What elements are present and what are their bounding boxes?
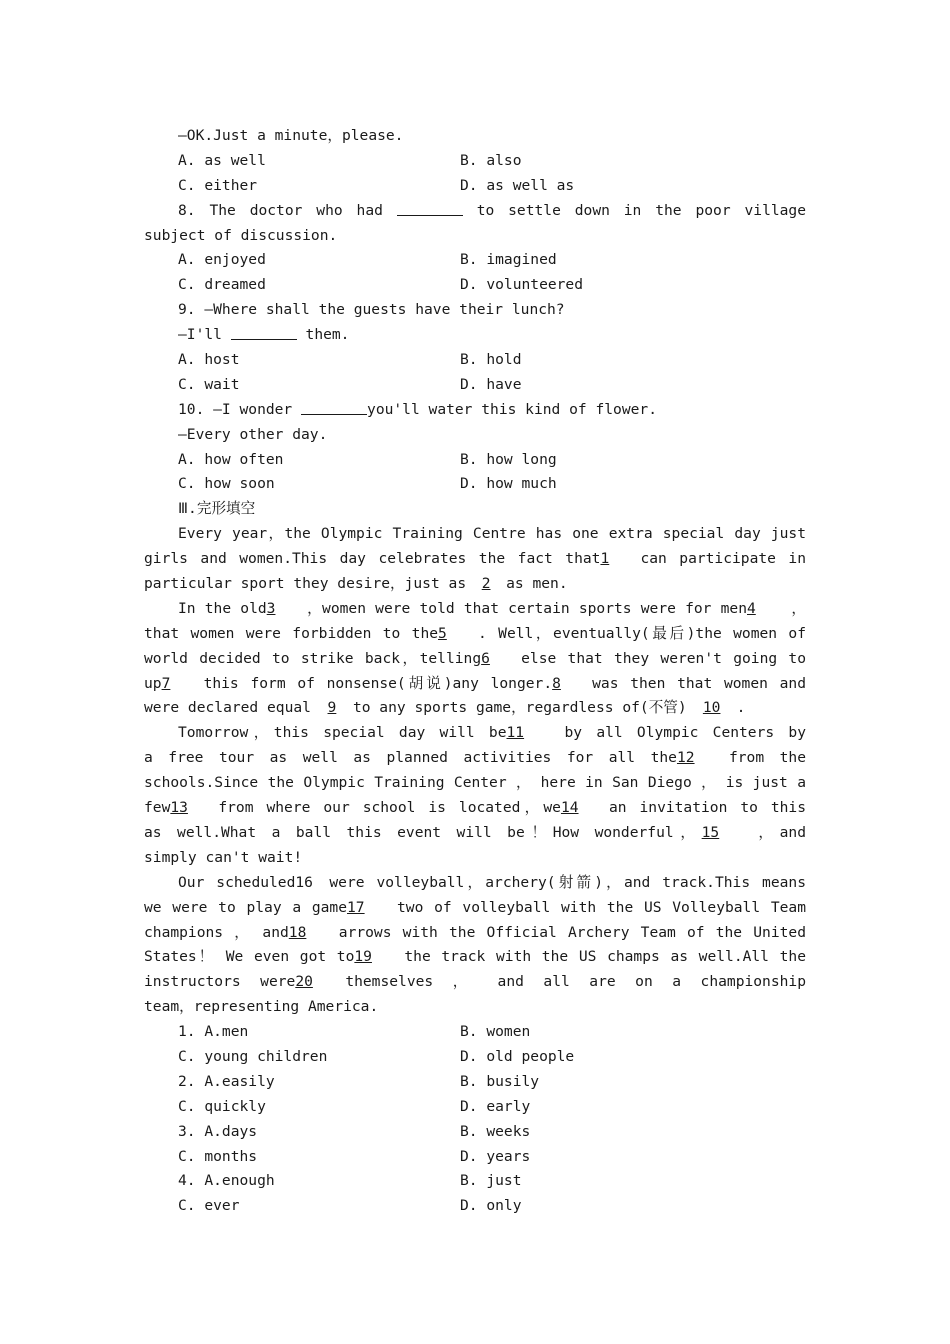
p3-line2: a free tour as well as planned activities for all the12 from the <box>144 746 806 771</box>
p4-line5: instructors were20 themselves ， and all are on a championship <box>144 970 806 995</box>
p4-line6: team，representing America. <box>144 998 379 1016</box>
a3-option-c: C. months <box>178 1147 258 1165</box>
q9-option-a: A. host <box>178 351 240 369</box>
a4-option-a: 4. A.enough <box>178 1172 275 1190</box>
q7-option-a: A. as well <box>178 151 266 169</box>
p4-line3: champions ， and18 arrows with the Official Archery Team of the United <box>144 921 806 946</box>
q9-option-d: D. have <box>460 375 522 393</box>
q8-option-a: A. enjoyed <box>178 251 266 269</box>
q10-option-d: D. how much <box>460 475 557 493</box>
q7-options-row2 <box>144 174 806 199</box>
blank-12: 12 <box>676 749 695 767</box>
a3-option-b: B. weeks <box>460 1122 531 1140</box>
q7-options-row1 <box>144 149 806 174</box>
q10-options-row2 <box>144 472 806 497</box>
a4-option-d: D. only <box>460 1197 522 1215</box>
blank-19: 19 <box>354 948 372 966</box>
q10-option-a: A. how often <box>178 450 284 468</box>
p4-line1: Our scheduled16 were volleyball，archery(射箭)，and track.This means <box>144 871 806 896</box>
a2-option-a: 2. A.easily <box>178 1072 275 1090</box>
p2-line2: that women were forbidden to the5 . Well，eventually(最后)the women of <box>144 622 806 647</box>
exam-document <box>144 124 806 1219</box>
blank-20: 20 <box>295 973 313 991</box>
blank-6: 6 <box>481 649 490 667</box>
q8-option-c: C. dreamed <box>178 276 266 294</box>
p3-line6: simply can't wait! <box>144 848 303 866</box>
a2-option-c: C. quickly <box>178 1097 266 1115</box>
q9-options-row2 <box>144 373 806 398</box>
q10-blank <box>301 400 367 415</box>
q10-stem-line1: 10. —I wonder you'll water this kind of flower. <box>178 400 657 418</box>
blank-17: 17 <box>347 898 365 916</box>
p1-line2: girls and women.This day celebrates the fact that1 can participate in <box>144 547 806 572</box>
p2-line4: up7 this form of nonsense(胡说)any longer.8 was then that women and <box>144 672 806 697</box>
a2-option-b: B. busily <box>460 1072 540 1090</box>
a3-option-d: D. years <box>460 1147 531 1165</box>
p4-line2: we were to play a game17 two of volleyball with the US Volleyball Team <box>144 896 806 921</box>
a1-options-row2 <box>144 1045 806 1070</box>
q10-option-b: B. how long <box>460 450 557 468</box>
blank-1: 1 <box>600 550 610 568</box>
q8-stem-line1: 8. The doctor who had to settle down in the poor village <box>178 201 806 219</box>
blank-5: 5 <box>438 624 447 642</box>
q8-option-d: D. volunteered <box>460 276 584 294</box>
p2-line1: In the old3 ，women were told that certain sports were for men4 ， <box>144 597 806 622</box>
a4-option-b: B. just <box>460 1172 522 1190</box>
q9-stem-line2: —I'll them. <box>178 326 350 344</box>
q7-answer: —OK.Just a minute，please. <box>178 127 404 144</box>
a4-options-row1 <box>144 1169 806 1194</box>
p4-line4: States！ We even got to19 the track with the US champs as well.All the <box>144 945 806 970</box>
p2-line5: were declared equal 9 to any sports game，regardless of(不管) 10 . <box>144 696 806 721</box>
p3-line3: schools.Since the Olympic Training Center ， here in San Diego ， is just a <box>144 774 806 792</box>
a2-options-row2 <box>144 1095 806 1120</box>
q9-option-b: B. hold <box>460 351 522 369</box>
a4-option-c: C. ever <box>178 1197 240 1215</box>
p1-line1: Every year，the Olympic Training Centre has one extra special day just <box>178 525 806 543</box>
blank-7: 7 <box>161 674 171 692</box>
a1-option-b: B. women <box>460 1023 531 1041</box>
q10-stem-line2: —Every other day. <box>178 425 328 443</box>
p2-line3: world decided to strike back，telling6 else that they weren't going to <box>144 647 806 672</box>
p3-line4: few13 from where our school is located，we14 an invitation to this <box>144 796 806 821</box>
q8-options-row2 <box>144 273 806 298</box>
blank-3: 3 <box>266 599 276 617</box>
q7-option-c: C. either <box>178 176 258 194</box>
a1-option-d: D. old people <box>460 1047 575 1065</box>
a3-options-row2 <box>144 1145 806 1170</box>
blank-16: 16 <box>295 873 313 891</box>
p3-line1: Tomorrow，this special day will be11 by all Olympic Centers by <box>144 721 806 746</box>
a1-options-row1 <box>144 1020 806 1045</box>
q7-option-b: B. also <box>460 151 522 169</box>
q10-options-row1 <box>144 448 806 473</box>
a2-option-d: D. early <box>460 1097 531 1115</box>
q10-option-c: C. how soon <box>178 475 275 493</box>
a3-options-row1 <box>144 1120 806 1145</box>
a1-option-c: C. young children <box>178 1047 328 1065</box>
blank-14: 14 <box>560 799 579 817</box>
blank-15: 15 <box>701 823 720 841</box>
blank-9: 9 <box>327 699 337 717</box>
blank-10: 10 <box>702 699 721 717</box>
blank-11: 11 <box>506 724 525 742</box>
section-title: Ⅲ.完形填空 <box>178 500 256 518</box>
q9-blank <box>231 325 297 340</box>
q7-option-d: D. as well as <box>460 176 575 194</box>
blank-8: 8 <box>552 674 561 692</box>
q8-option-b: B. imagined <box>460 251 557 269</box>
q9-options-row1 <box>144 348 806 373</box>
p1-line3: particular sport they desire，just as 2 as men. <box>144 572 806 597</box>
blank-4: 4 <box>746 599 756 617</box>
blank-13: 13 <box>170 799 188 817</box>
a3-option-a: 3. A.days <box>178 1122 258 1140</box>
q9-stem-line1: 9. —Where shall the guests have their lunch? <box>178 301 565 319</box>
blank-18: 18 <box>288 923 307 941</box>
a1-option-a: 1. A.men <box>178 1023 249 1041</box>
q9-option-c: C. wait <box>178 375 240 393</box>
p3-line5: as well.What a ball this event will be！How wonderful，15 ，and <box>144 821 806 846</box>
a2-options-row1 <box>144 1070 806 1095</box>
a4-options-row2 <box>144 1194 806 1219</box>
q8-options-row1 <box>144 248 806 273</box>
blank-2: 2 <box>481 575 491 593</box>
q8-blank <box>397 201 463 216</box>
q8-stem-line2: subject of discussion. <box>144 226 338 244</box>
